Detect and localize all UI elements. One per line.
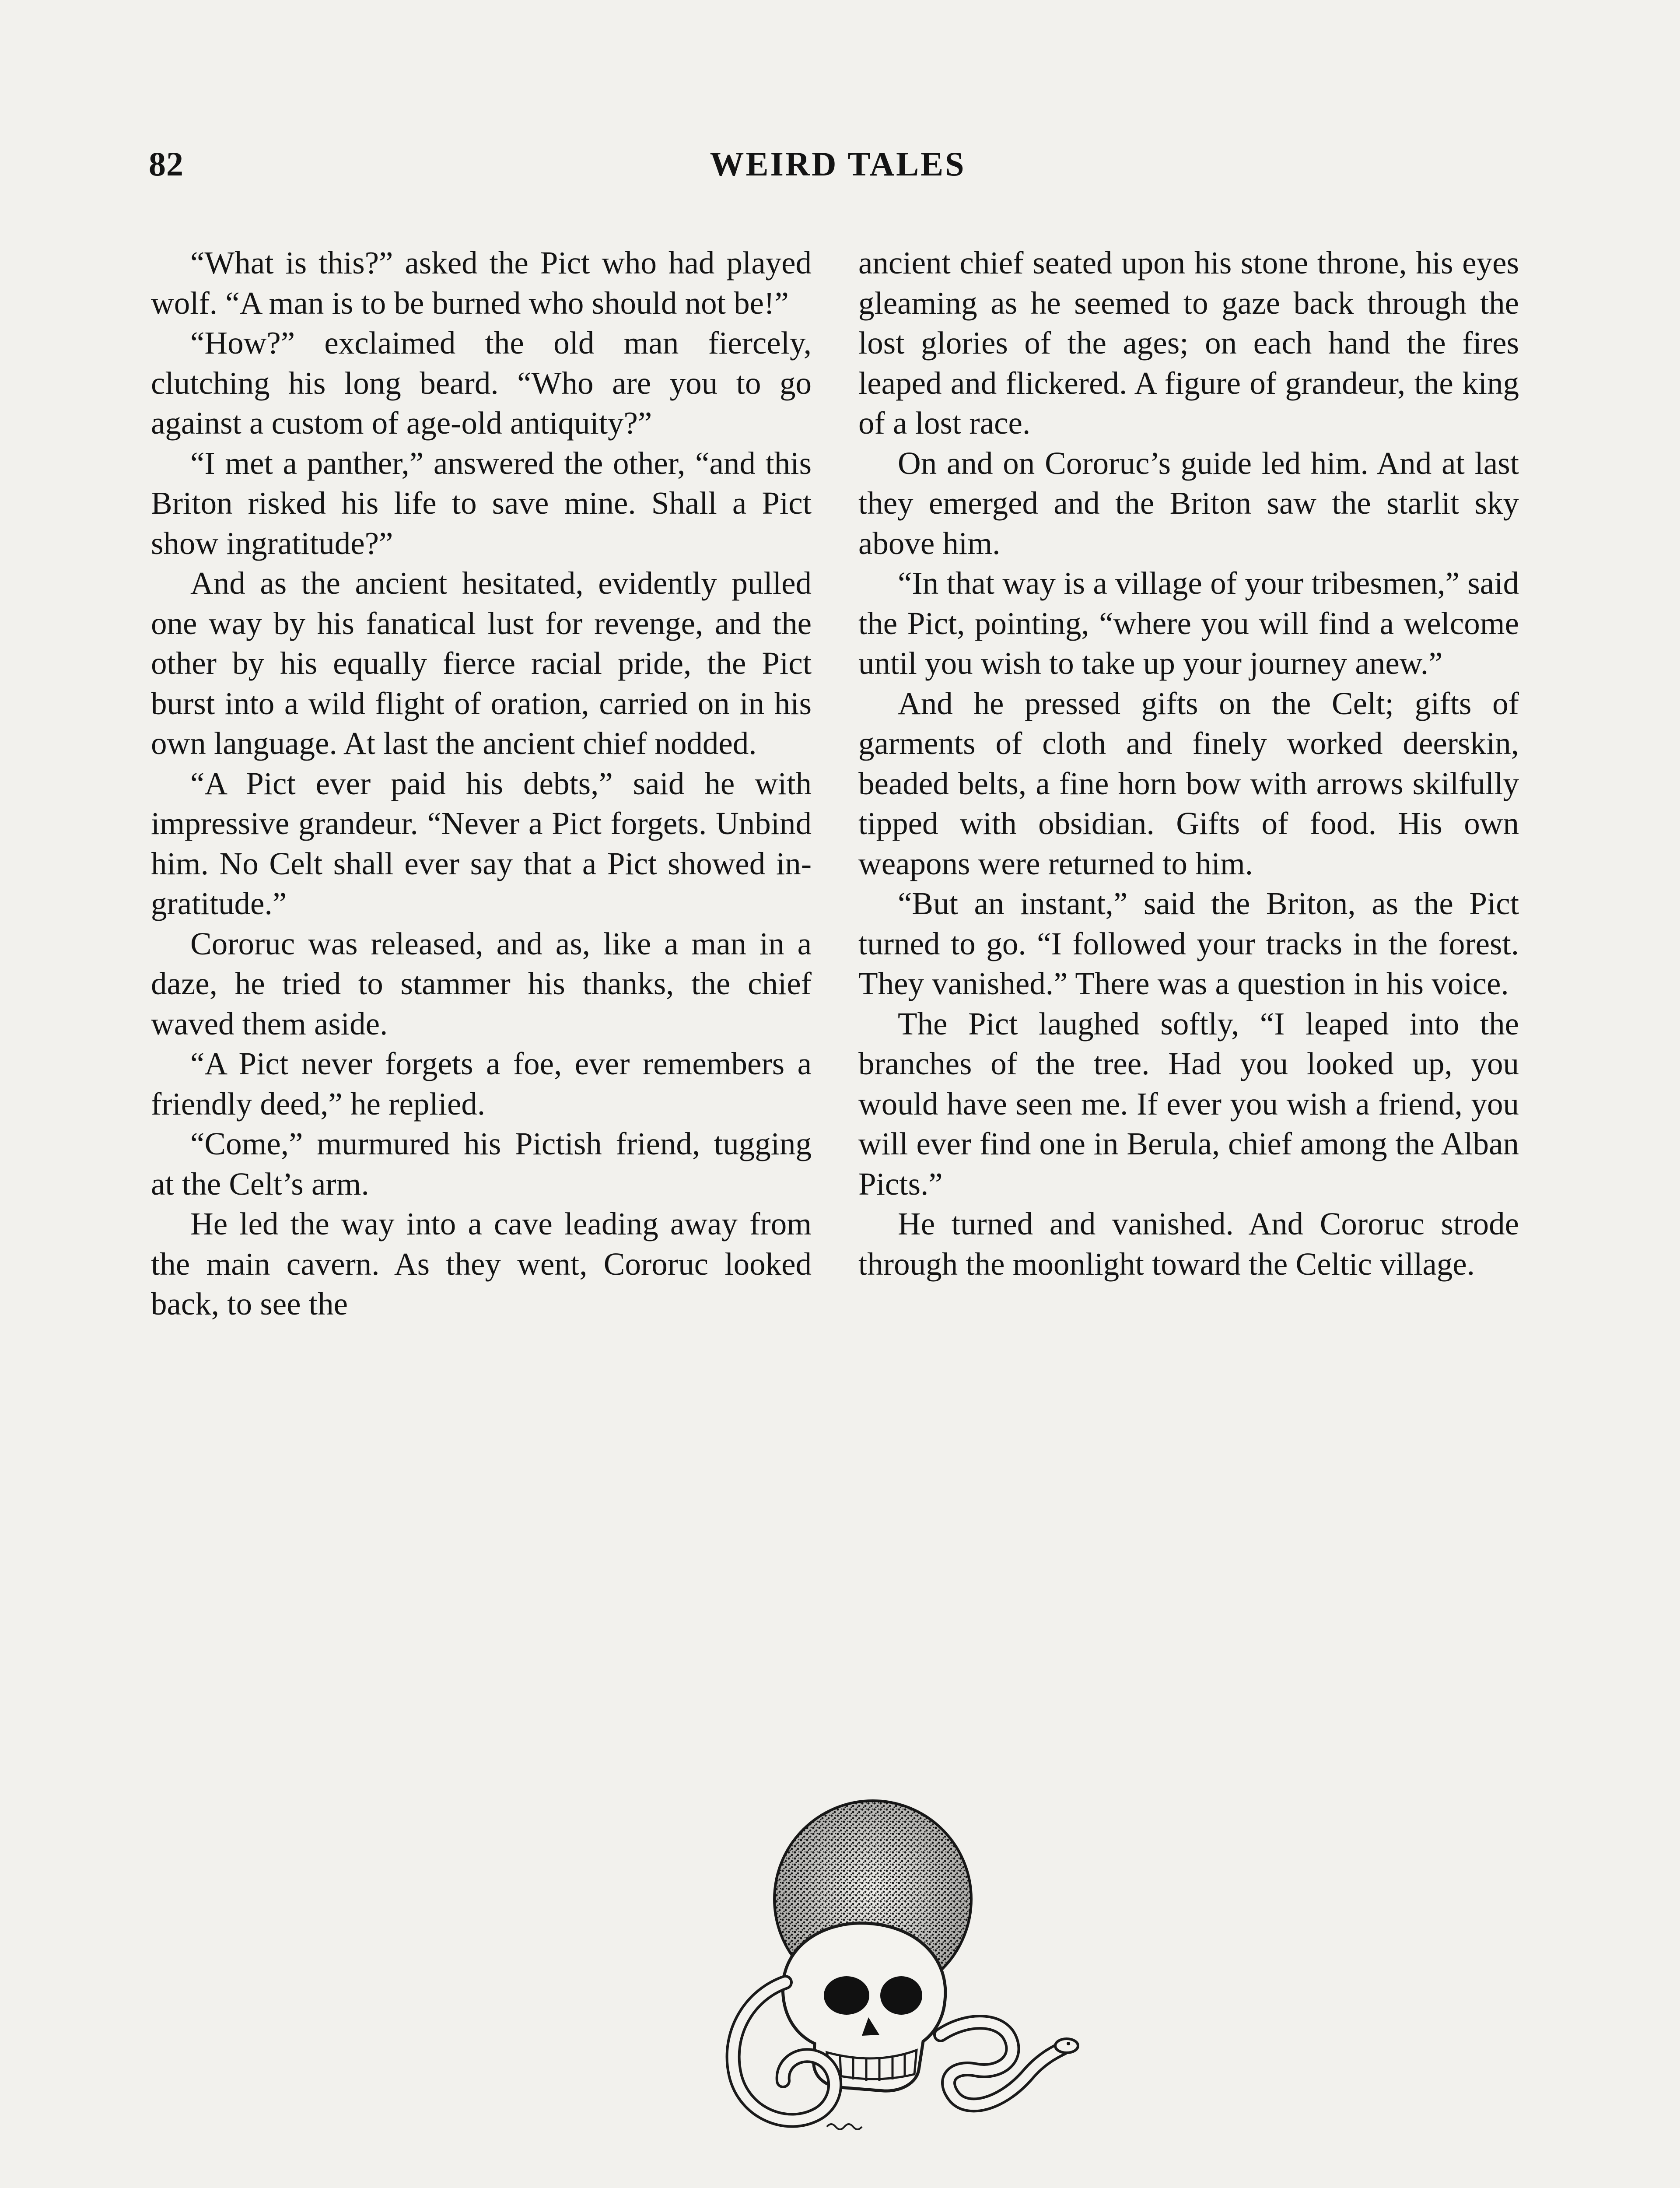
paragraph: “Come,” murmured his Pictish friend, tugging at the Celt’s arm.	[151, 1126, 812, 1202]
running-head: WEIRD TALES	[710, 145, 966, 183]
paragraph: “How?” exclaimed the old man fiercely, clutching his long beard. “Who are you to go against a custom of age-old antiquity?”	[151, 325, 812, 441]
paragraph: He turned and vanished. And Cororuc strode through the moonlight toward the Celtic village.	[858, 1206, 1519, 1282]
skull-and-snake-icon	[696, 1790, 1081, 2157]
paragraph: Cororuc was released, and as, like a man in a daze, he tried to stammer his thanks, the chief waved them aside.	[151, 926, 812, 1041]
paragraph: And he pressed gifts on the Celt; gifts of garments of cloth and finely worked deerskin, beaded belts, a fine horn bow with arrows skilfully tipped with obsidian. Gifts of food. His own weapons were returned to him.	[858, 685, 1519, 881]
right-column	[858, 243, 1519, 1284]
paragraph: “What is this?” asked the Pict who had played wolf. “A man is to be burned who should not be!”	[151, 245, 812, 321]
paragraph: He led the way into a cave leading away from the main cavern. As they went, Cororuc looked back, to see the	[151, 1206, 812, 1322]
paragraph: “A Pict ever paid his debts,” said he with impressive grandeur. “Never a Pict forgets. Unbind him. No Celt shall ever say that a Pict showed ingratitude.”	[151, 765, 812, 921]
paragraph: And as the ancient hesitated, evidently pulled one way by his fanatical lust for revenge, and the other by his equally fierce racial pride, the Pict burst into a wild flight of oration, carried on in his own language. At last the ancient chief nodded.	[151, 565, 812, 761]
paragraph: The Pict laughed softly, “I leaped into the branches of the tree. Had you looked up, you would have seen me. If ever you wish a friend, you will ever find one in Berula, chief among the Alban Picts.”	[858, 1006, 1519, 1202]
page-header	[149, 144, 1527, 193]
paragraph: “But an instant,” said the Briton, as the Pict turned to go. “I followed your tracks in the forest. They vanished.” There was a question in his voice.	[858, 886, 1519, 1001]
paragraph: “I met a panther,” answered the other, “and this Briton risked his life to save mine. Shall a Pict show ingratitude?”	[151, 445, 812, 561]
paragraph: “A Pict never forgets a foe, ever remembers a friendly deed,” he replied.	[151, 1046, 812, 1122]
paragraph: “In that way is a village of your tribesmen,” said the Pict, pointing, “where you will find a welcome until you wish to take up your journey anew.”	[858, 565, 1519, 681]
left-column	[151, 243, 812, 1324]
continued-paragraph: ancient chief seated upon his stone throne, his eyes gleaming as he seemed to gaze back through the lost glories of the ages; on each hand the fires leaped and flickered. A figure of grandeur, the king of a lost race.	[858, 245, 1519, 441]
paragraph: On and on Cororuc’s guide led him. And at last they emerged and the Briton saw the starlit sky above him.	[858, 445, 1519, 561]
page-number: 82	[149, 145, 184, 183]
